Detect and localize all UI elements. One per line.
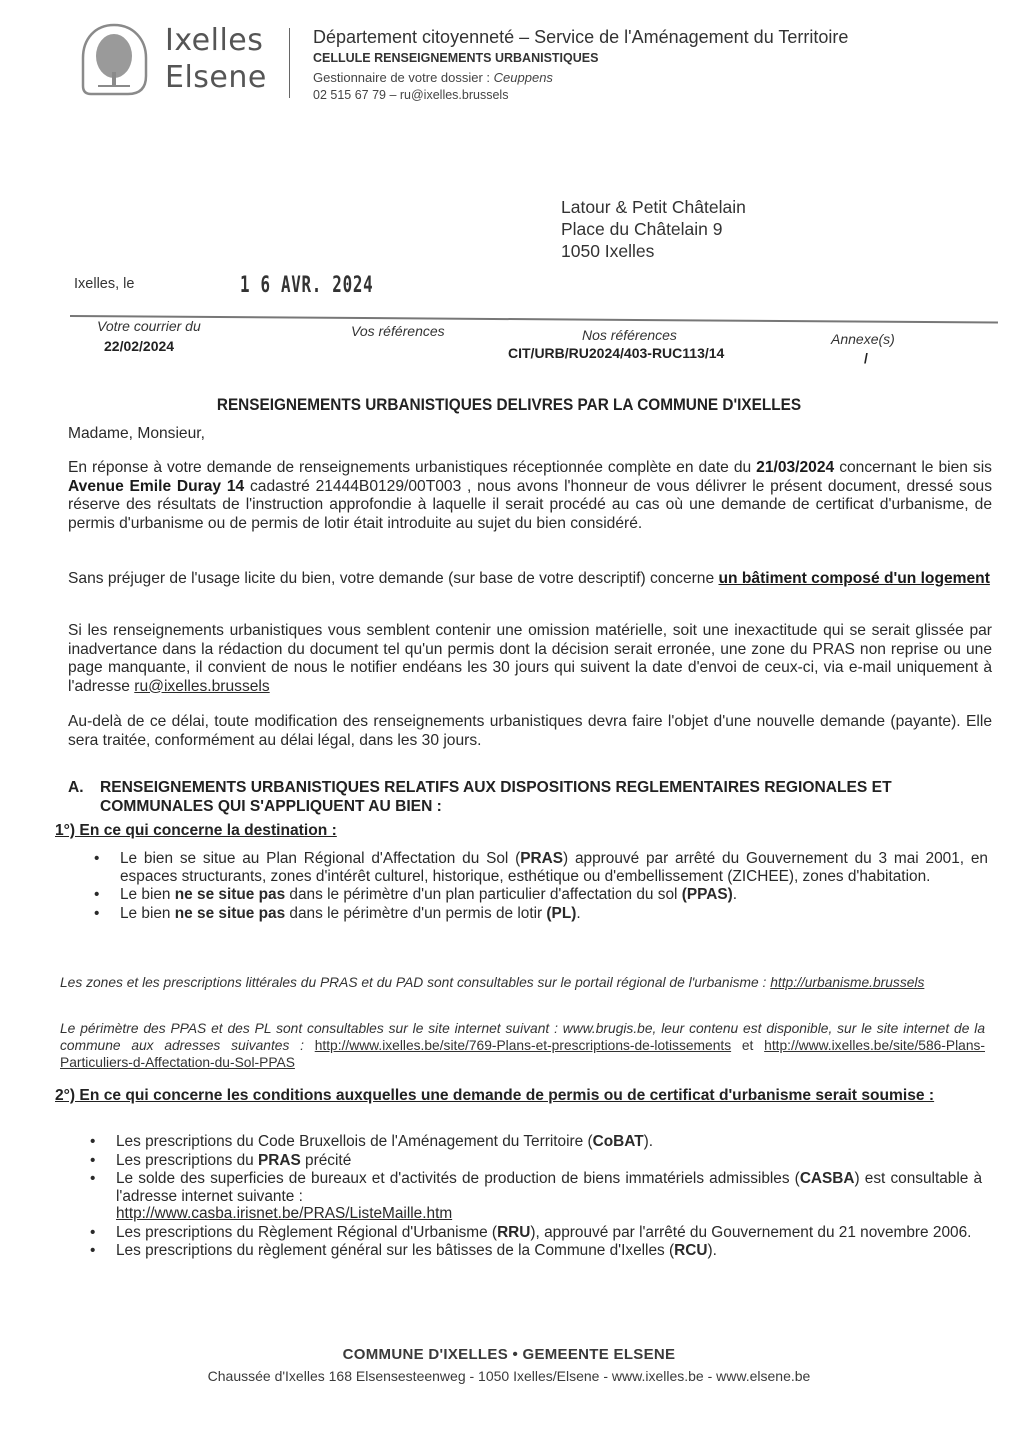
annexes-label: Annexe(s) (831, 331, 895, 347)
p3-text: Si les renseignements urbanistiques vous semblent contenir une omission matérielle, soit une inexactitude qui se serait glissée par inadvertance dans la rédaction du document tel qu'un permis dont la décision serait erronée, une zone du PRAS non reprise ou une page manquante, il convient de nous le notifier endéans les 30 jours qui suivent la date d'envoi de ceux-ci, via e-mail uniquement à l'adresse (68, 622, 992, 695)
bullet-icon: • (94, 904, 100, 922)
note-pras (60, 974, 985, 991)
footer-commune: COMMUNE D'IXELLES • GEMEENTE ELSENE (342, 1346, 676, 1363)
subsection-1-heading: 1°) En ce qui concerne la destination : (55, 822, 337, 839)
item-bold: ne se situe pas (174, 886, 286, 903)
item-text: ). (643, 1133, 654, 1150)
header-divider (289, 28, 290, 98)
item-text: Les prescriptions du Code Bruxellois de l'Aménagement du Territoire ( (116, 1133, 593, 1150)
votre-courrier-label: Votre courrier du (97, 318, 201, 334)
bullet-icon: • (90, 1242, 96, 1259)
item-text: ). (707, 1242, 717, 1259)
item-bold: CASBA (799, 1170, 855, 1187)
recipient-street: Place du Châtelain 9 (561, 219, 723, 239)
intro-paragraph-3 (68, 622, 992, 696)
intro-paragraph-4: Au-delà de ce délai, toute modification des renseignements urbanistiques devra faire l'objet d'une nouvelle demande (payante). Elle sera traitée, conformément au délai légal, dans les 30 jours. (68, 713, 992, 749)
p2-text: Sans préjuger de l'usage licite du bien, votre demande (sur base de votre descriptif) concerne (68, 570, 719, 587)
item-bold: ne se situe pas (174, 904, 286, 922)
logo-line-ixelles: Ixelles (165, 23, 264, 58)
file-manager (313, 70, 553, 85)
item-text: Les prescriptions du (116, 1151, 259, 1169)
list-item (86, 1170, 982, 1223)
item-bold: PRAS (520, 850, 564, 867)
annexes-value: / (864, 350, 868, 366)
logo-line-elsene: Elsene (165, 60, 267, 95)
item-text: . (732, 886, 738, 903)
item-bold: (PL) (546, 904, 577, 922)
intro-paragraph-1 (68, 459, 992, 533)
item-text: dans le périmètre d'un permis de lotir (285, 904, 547, 922)
note-text: Le périmètre des PPAS et des PL sont consultables sur le site internet suivant : www.brugis.be, leur contenu est disponible, sur le site internet de la commune aux adresses suivantes : (60, 1021, 985, 1053)
list-item (86, 1133, 982, 1151)
item-bold: CoBAT (592, 1133, 644, 1150)
item-text: . (576, 904, 581, 922)
p1-text-a: En réponse à votre demande de renseignements urbanistiques réceptionnée complète en date du (68, 459, 757, 476)
item-text: Les prescriptions du règlement général sur les bâtisses de la Commune d'Ixelles ( (116, 1242, 675, 1259)
item-text: précité (300, 1151, 352, 1169)
file-manager-name: Ceuppens (493, 70, 553, 85)
casba-link[interactable]: http://www.casba.irisnet.be/PRAS/ListeMaille.htm (116, 1205, 453, 1222)
list-item (90, 905, 988, 923)
votre-courrier-value: 22/02/2024 (104, 338, 175, 354)
p1-text-c: cadastré 21444B0129/00T003 , nous avons l'honneur de vous délivrer le présent document, dressé sous réserve des résultats de l'instruction approfondie à laquelle il serait procédé au cas où une demande de certificat d'urbanisme, de permis d'urbanisme ou de permis de lotir était introduite au sujet du bien considéré. (68, 477, 993, 532)
note-conjunction: et (731, 1038, 765, 1053)
item-text: Le bien se situe au Plan Régional d'Affectation du Sol ( (120, 850, 521, 867)
recipient-city: 1050 Ixelles (561, 241, 655, 261)
urbanisme-link[interactable]: http://urbanisme.brussels (770, 975, 925, 990)
recipient-address (561, 196, 746, 262)
item-text: Le bien (120, 904, 175, 922)
bullet-icon: • (90, 1151, 96, 1169)
date-stamp: 1 6 AVR. 2024 (240, 273, 374, 298)
item-bold: PRAS (258, 1151, 301, 1169)
recipient-name: Latour & Petit Châtelain (561, 197, 746, 217)
section-a-heading (68, 779, 992, 816)
bullet-icon: • (94, 850, 100, 867)
intro-paragraph-2 (68, 570, 992, 589)
ppas-link[interactable]: http://www.ixelles.be/site/586-Plans-Particuliers-d-Affectation-du-Sol-PPAS (60, 1038, 985, 1070)
item-bold: RRU (497, 1223, 531, 1241)
file-manager-label: Gestionnaire de votre dossier : (313, 70, 494, 85)
bullet-icon: • (90, 1170, 96, 1187)
item-text: dans le périmètre d'un plan particulier d'affectation du sol (285, 886, 682, 903)
bullet-icon: • (90, 1133, 96, 1150)
cellule-name: CELLULE RENSEIGNEMENTS URBANISTIQUES (313, 51, 599, 65)
nos-references-value: CIT/URB/RU2024/403-RUC113/14 (508, 345, 725, 361)
ixelles-tree-logo-icon (80, 22, 150, 98)
municipality-logo-text (165, 22, 267, 96)
lotissements-link[interactable]: http://www.ixelles.be/site/769-Plans-et-prescriptions-de-lotissements (314, 1038, 732, 1053)
item-text: ), approuvé par l'arrêté du Gouvernement du 21 novembre 2006. (530, 1223, 972, 1241)
list-item (86, 1224, 982, 1242)
note-text: Les zones et les prescriptions littérales du PRAS et du PAD sont consultables sur le portail régional de l'urbanisme : (60, 975, 771, 990)
item-bold: (PPAS) (681, 886, 733, 903)
note-ppas (60, 1020, 985, 1071)
email-link[interactable]: ru@ixelles.brussels (134, 677, 270, 695)
item-text: ) est consultable à l'adresse internet suivante : (116, 1170, 982, 1205)
property-address: Avenue Emile Duray 14 (68, 477, 245, 495)
document-title: RENSEIGNEMENTS URBANISTIQUES DELIVRES PAR LA COMMUNE D'IXELLES (216, 396, 802, 414)
section-letter: A. (68, 779, 84, 796)
list-item (86, 1242, 982, 1260)
item-text: Les prescriptions du Règlement Régional d'Urbanisme ( (116, 1223, 498, 1241)
salutation: Madame, Monsieur, (68, 425, 205, 442)
section-a-title: RENSEIGNEMENTS URBANISTIQUES RELATIFS AUX DISPOSITIONS REGLEMENTAIRES REGIONALES ET COMMUNALES QUI S'APPLIQUENT AU BIEN : (100, 779, 892, 815)
list-item (90, 886, 988, 904)
list-item (90, 850, 988, 885)
list-item (86, 1152, 982, 1170)
bullet-icon: • (90, 1223, 96, 1241)
dateline-place: Ixelles, le (74, 276, 135, 292)
vos-references-label: Vos références (351, 323, 445, 339)
request-date: 21/03/2024 (756, 459, 835, 476)
bullet-icon: • (94, 886, 100, 903)
item-text: Le solde des superficies de bureaux et d'activités de production de biens immatériels admissibles ( (116, 1170, 800, 1187)
item-bold: RCU (674, 1242, 708, 1259)
department-name: Département citoyenneté – Service de l'Aménagement du Territoire (313, 27, 849, 47)
property-type: un bâtiment composé d'un logement (718, 570, 990, 587)
header-contact: 02 515 67 79 – ru@ixelles.brussels (313, 88, 509, 102)
subsection-2-heading: 2°) En ce qui concerne les conditions auxquelles une demande de permis ou de certificat d'urbanisme serait soumise : (55, 1087, 935, 1104)
item-text: ) approuvé par arrêté du Gouvernement du 3 mai 2001, en espaces structurants, zones d'intérêt culturel, historique, esthétique ou d'embellissement (ZICHEE), zones d'habitation. (120, 850, 988, 885)
item-text: Le bien (120, 886, 175, 903)
p1-text-b: concernant le bien sis (834, 459, 992, 476)
destination-list (90, 850, 988, 923)
nos-references-label: Nos références (582, 327, 677, 343)
references-rule (70, 315, 998, 323)
conditions-list (86, 1133, 982, 1261)
footer-address: Chaussée d'Ixelles 168 Elsensesteenweg - 1050 Ixelles/Elsene - www.ixelles.be - www.elsene.be (207, 1368, 811, 1384)
